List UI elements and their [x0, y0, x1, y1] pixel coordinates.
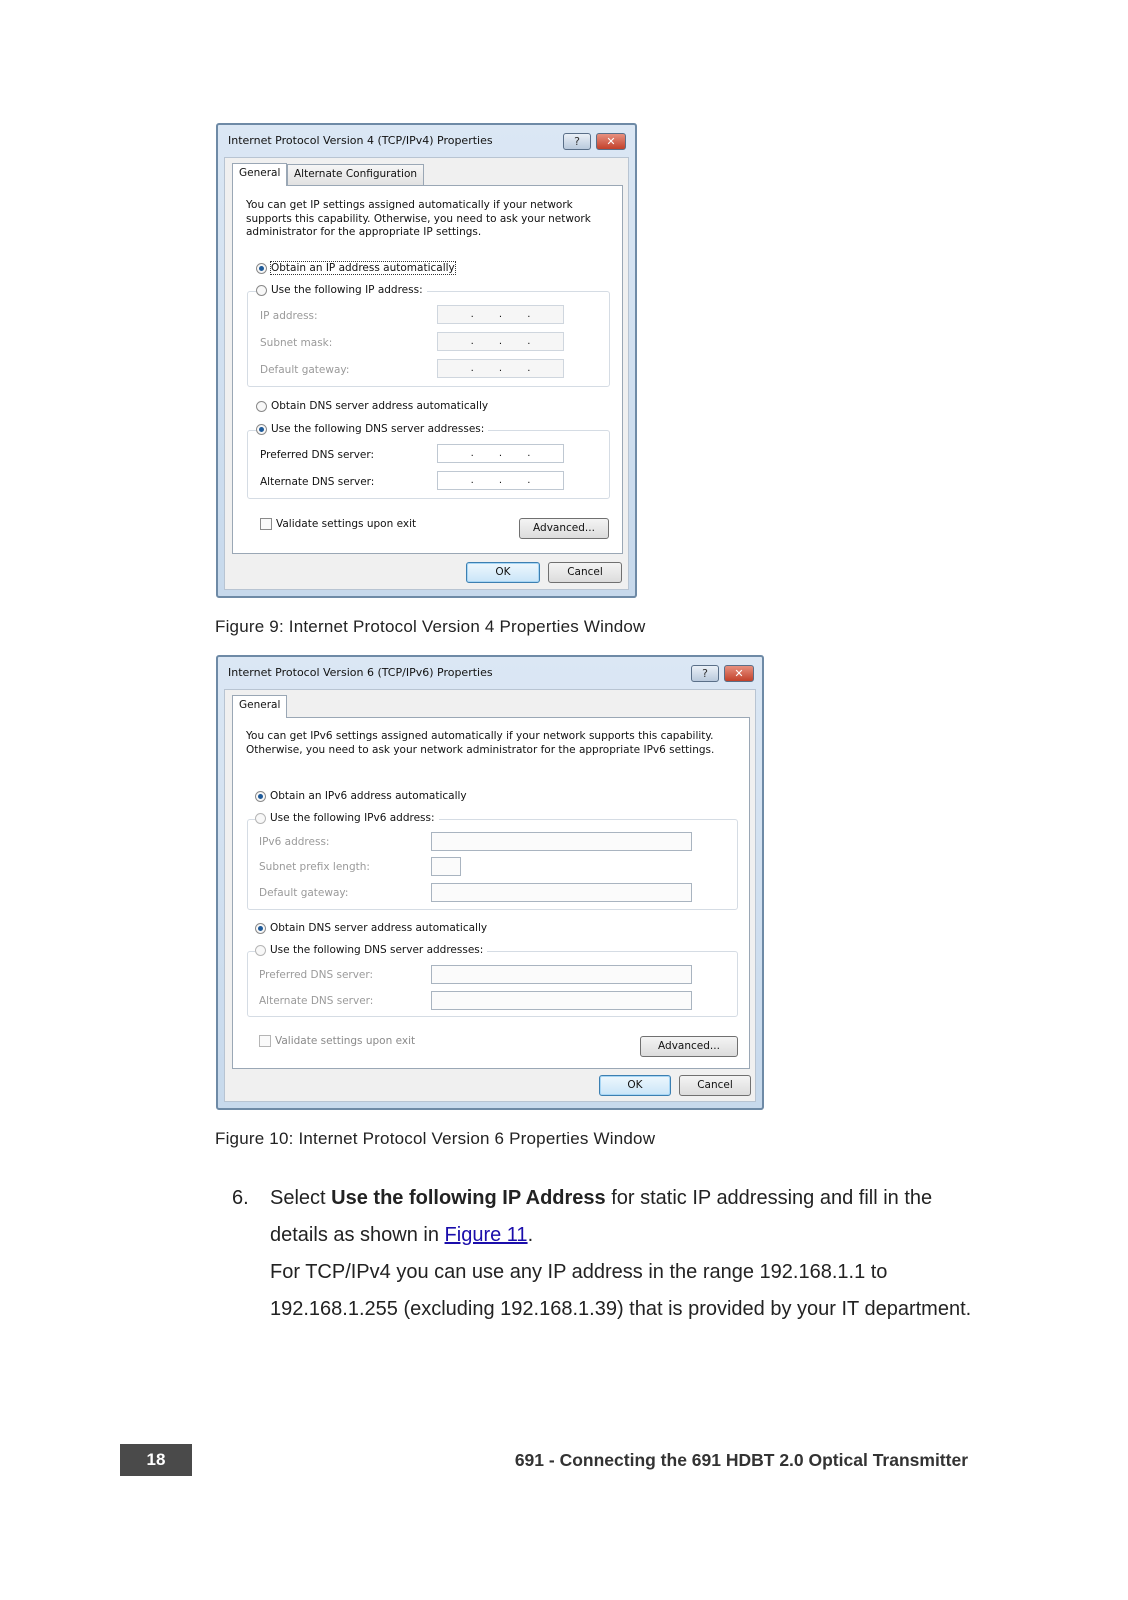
radio-use-following-dns[interactable] — [255, 944, 487, 956]
default-gateway-label: Default gateway: — [259, 887, 349, 899]
preferred-dns-label: Preferred DNS server: — [259, 969, 374, 981]
figure-10-caption: Figure 10: Internet Protocol Version 6 Properties Window — [215, 1129, 656, 1148]
radio-obtain-dns-auto[interactable] — [255, 922, 487, 934]
radio-unchecked-icon[interactable] — [256, 285, 267, 296]
ipv6-address-input[interactable] — [431, 832, 692, 851]
alternate-dns-input[interactable] — [431, 991, 692, 1010]
step-number: 6. — [232, 1187, 249, 1209]
close-icon[interactable]: ✕ — [724, 665, 754, 682]
default-gateway-label: Default gateway: — [260, 364, 350, 376]
subnet-prefix-label: Subnet prefix length: — [259, 861, 370, 873]
checkbox-icon[interactable] — [260, 518, 272, 530]
alternate-dns-label: Alternate DNS server: — [259, 995, 374, 1007]
preferred-dns-label: Preferred DNS server: — [260, 449, 375, 461]
ipv4-intro-text: You can get IP settings assigned automatically if your network supports this capability. Otherwise, you need to ask your network administrator for the appropriate IP settings. — [246, 199, 591, 238]
step-end: . — [527, 1224, 534, 1246]
default-gateway-input[interactable]: . . . — [437, 359, 564, 378]
radio-label: Obtain DNS server address automatically — [271, 400, 489, 412]
ipv6-properties-dialog — [216, 655, 764, 1110]
ok-button[interactable]: OK — [599, 1075, 671, 1096]
ip-address-input[interactable]: . . . — [437, 305, 564, 324]
radio-label: Use the following IP address: — [271, 284, 423, 296]
subnet-mask-label: Subnet mask: — [260, 337, 333, 349]
ipv4-dialog-title: Internet Protocol Version 4 (TCP/IPv4) Properties — [228, 134, 493, 147]
validate-settings-checkbox[interactable] — [260, 518, 416, 530]
alternate-dns-label: Alternate DNS server: — [260, 476, 375, 488]
tab-general[interactable]: General — [232, 695, 287, 718]
radio-label: Obtain an IPv6 address automatically — [270, 790, 467, 802]
step-paragraph-2: For TCP/IPv4 you can use any IP address in the range 192.168.1.1 to 192.168.1.255 (excluding 192.168.1.39) that is provided by your IT department. — [270, 1261, 972, 1320]
radio-obtain-dns-auto[interactable] — [256, 400, 488, 412]
help-icon[interactable]: ? — [691, 665, 719, 682]
figure-11-link[interactable]: Figure 11 — [444, 1224, 528, 1246]
step-mid: for static IP addressing and fill in the details as shown in — [270, 1187, 933, 1246]
ipv6-general-panel — [232, 717, 750, 1069]
step-6-text — [270, 1180, 990, 1328]
radio-label: Obtain an IP address automatically — [271, 262, 455, 274]
radio-checked-icon[interactable] — [256, 263, 267, 274]
footer-title: 691 - Connecting the 691 HDBT 2.0 Optical Transmitter — [514, 1450, 968, 1470]
preferred-dns-input[interactable]: . . . — [437, 444, 564, 463]
ipv6-body — [224, 689, 756, 1102]
ipv6-dialog-title: Internet Protocol Version 6 (TCP/IPv6) Properties — [228, 666, 493, 679]
radio-use-following-ipv6[interactable] — [255, 812, 439, 824]
radio-label: Use the following DNS server addresses: — [271, 423, 485, 435]
checkbox-label: Validate settings upon exit — [276, 518, 417, 530]
radio-label: Obtain DNS server address automatically — [270, 922, 488, 934]
radio-checked-icon[interactable] — [255, 923, 266, 934]
ok-button[interactable]: OK — [466, 562, 540, 583]
advanced-button[interactable]: Advanced... — [640, 1036, 738, 1057]
checkbox-icon[interactable] — [259, 1035, 271, 1047]
subnet-prefix-input[interactable] — [431, 857, 461, 876]
radio-obtain-ipv6-auto[interactable] — [255, 790, 467, 802]
cancel-button[interactable]: Cancel — [548, 562, 622, 583]
default-gateway-input[interactable] — [431, 883, 692, 902]
preferred-dns-input[interactable] — [431, 965, 692, 984]
ipv4-body — [224, 157, 629, 590]
radio-label: Use the following IPv6 address: — [270, 812, 435, 824]
checkbox-label: Validate settings upon exit — [275, 1035, 416, 1047]
validate-settings-checkbox[interactable] — [259, 1035, 415, 1047]
close-icon[interactable]: ✕ — [596, 133, 626, 150]
radio-obtain-ip-auto[interactable] — [256, 262, 455, 274]
cancel-button[interactable]: Cancel — [679, 1075, 751, 1096]
page-number: 18 — [120, 1444, 192, 1476]
ipv6-address-label: IPv6 address: — [259, 836, 330, 848]
step-pre: Select — [270, 1187, 332, 1209]
radio-unchecked-icon[interactable] — [255, 945, 266, 956]
step-bold: Use the following IP Address — [331, 1187, 606, 1209]
radio-use-following-dns[interactable] — [256, 423, 488, 435]
alternate-dns-input[interactable]: . . . — [437, 471, 564, 490]
radio-checked-icon[interactable] — [256, 424, 267, 435]
ipv6-titlebar[interactable] — [218, 657, 762, 687]
tab-alternate-configuration[interactable]: Alternate Configuration — [287, 164, 424, 185]
ipv4-general-panel — [232, 185, 623, 554]
ip-address-label: IP address: — [260, 310, 318, 322]
radio-unchecked-icon[interactable] — [256, 401, 267, 412]
radio-use-following-ip[interactable] — [256, 284, 427, 296]
figure-9-caption: Figure 9: Internet Protocol Version 4 Properties Window — [215, 617, 646, 636]
radio-unchecked-icon[interactable] — [255, 813, 266, 824]
advanced-button[interactable]: Advanced... — [519, 518, 609, 539]
tab-general[interactable]: General — [232, 163, 287, 186]
help-icon[interactable]: ? — [563, 133, 591, 150]
ipv6-intro-text: You can get IPv6 settings assigned automatically if your network supports this capability. Otherwise, you need to ask your network administrator for the appropriate IPv6 settings. — [246, 730, 715, 756]
ipv4-properties-dialog — [216, 123, 637, 598]
radio-label: Use the following DNS server addresses: — [270, 944, 484, 956]
radio-checked-icon[interactable] — [255, 791, 266, 802]
ipv4-titlebar[interactable] — [218, 125, 635, 155]
subnet-mask-input[interactable]: . . . — [437, 332, 564, 351]
